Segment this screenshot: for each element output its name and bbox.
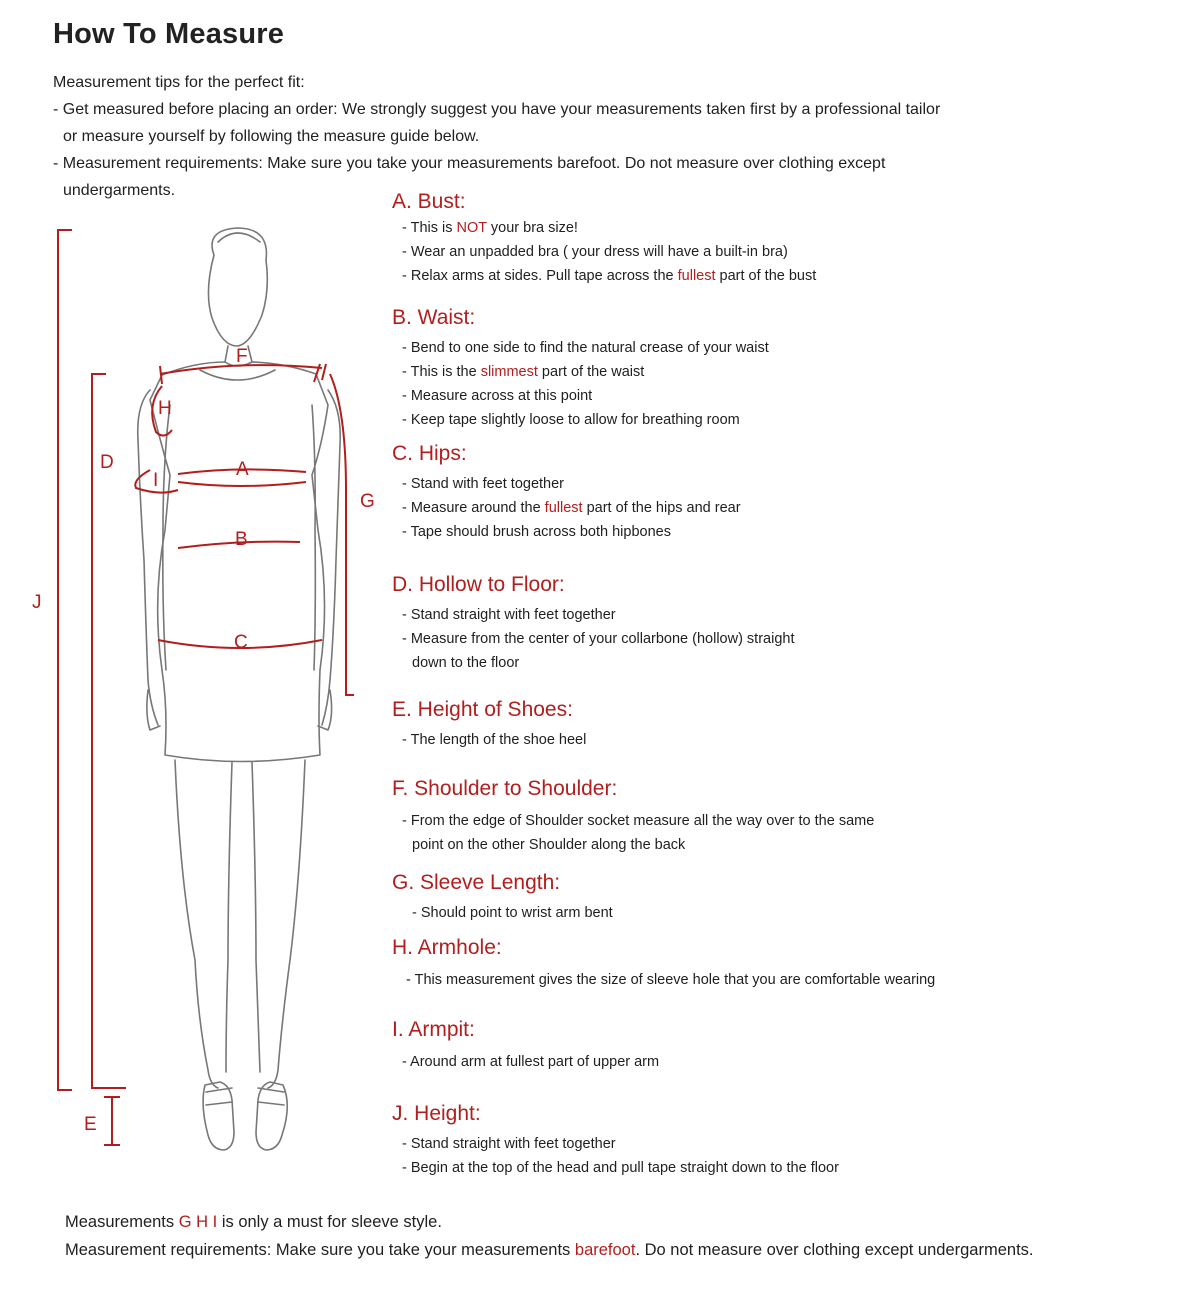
label-b: B [235,529,248,550]
label-d: D [100,452,114,473]
section-shoulder-to-shoulder [392,775,952,857]
section-bust [392,188,952,288]
section-item: - From the edge of Shoulder socket measure all the way over to the same [402,813,875,829]
section-heading: H. Armhole: [392,936,502,959]
section-item: - Keep tape slightly loose to allow for breathing room [402,412,740,428]
section-heading: C. Hips: [392,442,467,465]
section-heading: B. Waist: [392,306,476,329]
section-sleeve-length [392,869,952,925]
measurement-tips [53,69,953,204]
section-hollow-to-floor [392,571,952,675]
tip-line: undergarments. [63,182,176,199]
section-height-of-shoes [392,696,952,752]
marker-labels [32,346,375,1135]
section-item: - Stand with feet together [402,476,565,492]
tip-line: or measure yourself by following the measure guide below. [63,128,480,145]
section-item: - This is the slimmest part of the waist [402,364,645,380]
section-armpit [392,1016,952,1074]
page-title: How To Measure [53,18,285,50]
section-item: - Measure across at this point [402,388,593,404]
label-c: C [234,632,248,653]
section-item: point on the other Shoulder along the back [412,837,686,853]
label-g: G [360,491,375,512]
label-a: A [236,459,249,480]
section-heading: A. Bust: [392,190,466,213]
section-item: - Bend to one side to find the natural crease of your waist [402,340,769,356]
section-item: - Stand straight with feet together [402,607,616,623]
section-item: - This measurement gives the size of sleeve hole that you are comfortable wearing [406,972,936,988]
section-item: - Measure from the center of your collarbone (hollow) straight [402,631,795,647]
section-heading: J. Height: [392,1102,481,1125]
section-item: - Begin at the top of the head and pull tape straight down to the floor [402,1160,839,1176]
label-e: E [84,1114,97,1135]
section-item: - The length of the shoe heel [402,732,587,748]
footer-notes [65,1208,1033,1264]
section-heading: G. Sleeve Length: [392,871,561,894]
footer-line: Measurements G H I is only a must for sleeve style. [65,1213,442,1231]
footer-line: Measurement requirements: Make sure you take your measurements barefoot. Do not measure over clothing except undergarments. [65,1241,1034,1259]
tip-line: - Measurement requirements: Make sure you take your measurements barefoot. Do not measure over clothing except [53,155,886,172]
section-heading: D. Hollow to Floor: [392,573,565,596]
body-measurement-illustration [0,200,390,1170]
section-item: - Measure around the fullest part of the hips and rear [402,500,741,516]
label-j: J [32,592,42,613]
tip-line: - Get measured before placing an order: We strongly suggest you have your measurements taken first by a professional tailor [53,101,941,118]
section-hips [392,440,952,544]
label-h: H [158,398,172,419]
label-i: I [153,470,159,491]
tips-heading: Measurement tips for the perfect fit: [53,74,305,91]
section-item: - Around arm at fullest part of upper arm [402,1054,660,1070]
section-item: - Wear an unpadded bra ( your dress will have a built-in bra) [402,244,788,260]
section-armhole [392,934,952,992]
section-heading: E. Height of Shoes: [392,698,573,721]
section-waist [392,304,952,432]
section-item: - Relax arms at sides. Pull tape across the fullest part of the bust [402,268,817,284]
section-height [392,1100,952,1180]
section-item: - Should point to wrist arm bent [412,905,613,921]
section-item: - Stand straight with feet together [402,1136,616,1152]
label-f: F [236,346,248,367]
section-heading: F. Shoulder to Shoulder: [392,777,618,800]
section-heading: I. Armpit: [392,1018,475,1041]
section-item: down to the floor [412,655,520,671]
section-item: - Tape should brush across both hipbones [402,524,671,540]
section-item: - This is NOT your bra size! [402,220,578,236]
measurement-markers [58,230,354,1145]
